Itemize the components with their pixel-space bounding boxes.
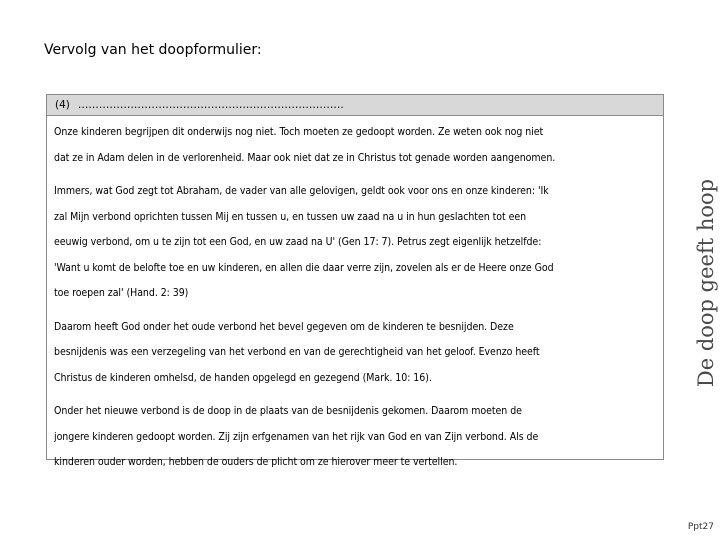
- box-header: [47, 95, 663, 116]
- paragraph-4: [54, 399, 659, 476]
- page-title: Vervolg van het doopformulier:: [44, 42, 262, 58]
- text-line: Christus de kinderen omhelsd, de handen opgelegd en gezegend (Mark. 10: 16).: [54, 371, 432, 384]
- text-line: Onder het nieuwe verbond is de doop in de plaats van de besnijdenis gekomen. Daarom moeten de: [54, 405, 522, 417]
- paragraph-3: [54, 315, 659, 392]
- text-line: 'Want u komt de belofte toe en uw kinderen, en allen die daar verre zijn, zovelen als er de Heere onze God: [54, 261, 554, 274]
- text-line: toe roepen zal' (Hand. 2: 39): [54, 287, 189, 299]
- section-number: (4): [55, 99, 70, 111]
- box-body: [47, 116, 663, 476]
- text-line: kinderen ouder worden, hebben de ouders de plicht om ze hierover meer te vertellen.: [54, 456, 458, 468]
- content-box: [46, 94, 664, 468]
- text-line: jongere kinderen gedoopt worden. Zij zijn erfgenamen van het rijk van God en van Zijn verbond. Als de: [54, 430, 539, 443]
- text-line: besnijdenis was een verzegeling van het verbond en van de gerechtigheid van het geloof. Evenzo heeft: [54, 346, 540, 358]
- fill-in-dots: ………………………………………………………………….: [77, 99, 344, 111]
- page-number: Ppt27: [687, 522, 714, 532]
- paragraph-2: [54, 179, 659, 307]
- text-line: Daarom heeft God onder het oude verbond het bevel gegeven om de kinderen te besnijden. Deze: [54, 320, 514, 333]
- vertical-side-title: De doop geeft hoop: [694, 178, 718, 388]
- text-line: Onze kinderen begrijpen dit onderwijs nog niet. Toch moeten ze gedoopt worden. Ze weten ook nog niet: [54, 126, 544, 138]
- text-line: dat ze in Adam delen in de verlorenheid. Maar ook niet dat ze in Christus tot genade worden aangenomen.: [54, 151, 556, 164]
- paragraph-1: [54, 120, 659, 171]
- text-line: eeuwig verbond, om u te zijn tot een God, en uw zaad na U' (Gen 17: 7). Petrus zegt eigenlijk hetzelfde:: [54, 236, 542, 248]
- text-line: Immers, wat God zegt tot Abraham, de vader van alle gelovigen, geldt ook voor ons en onze kinderen: 'Ik: [54, 185, 549, 197]
- text-line: zal Mijn verbond oprichten tussen Mij en tussen u, en tussen uw zaad na u in hun geslachten tot een: [54, 210, 527, 223]
